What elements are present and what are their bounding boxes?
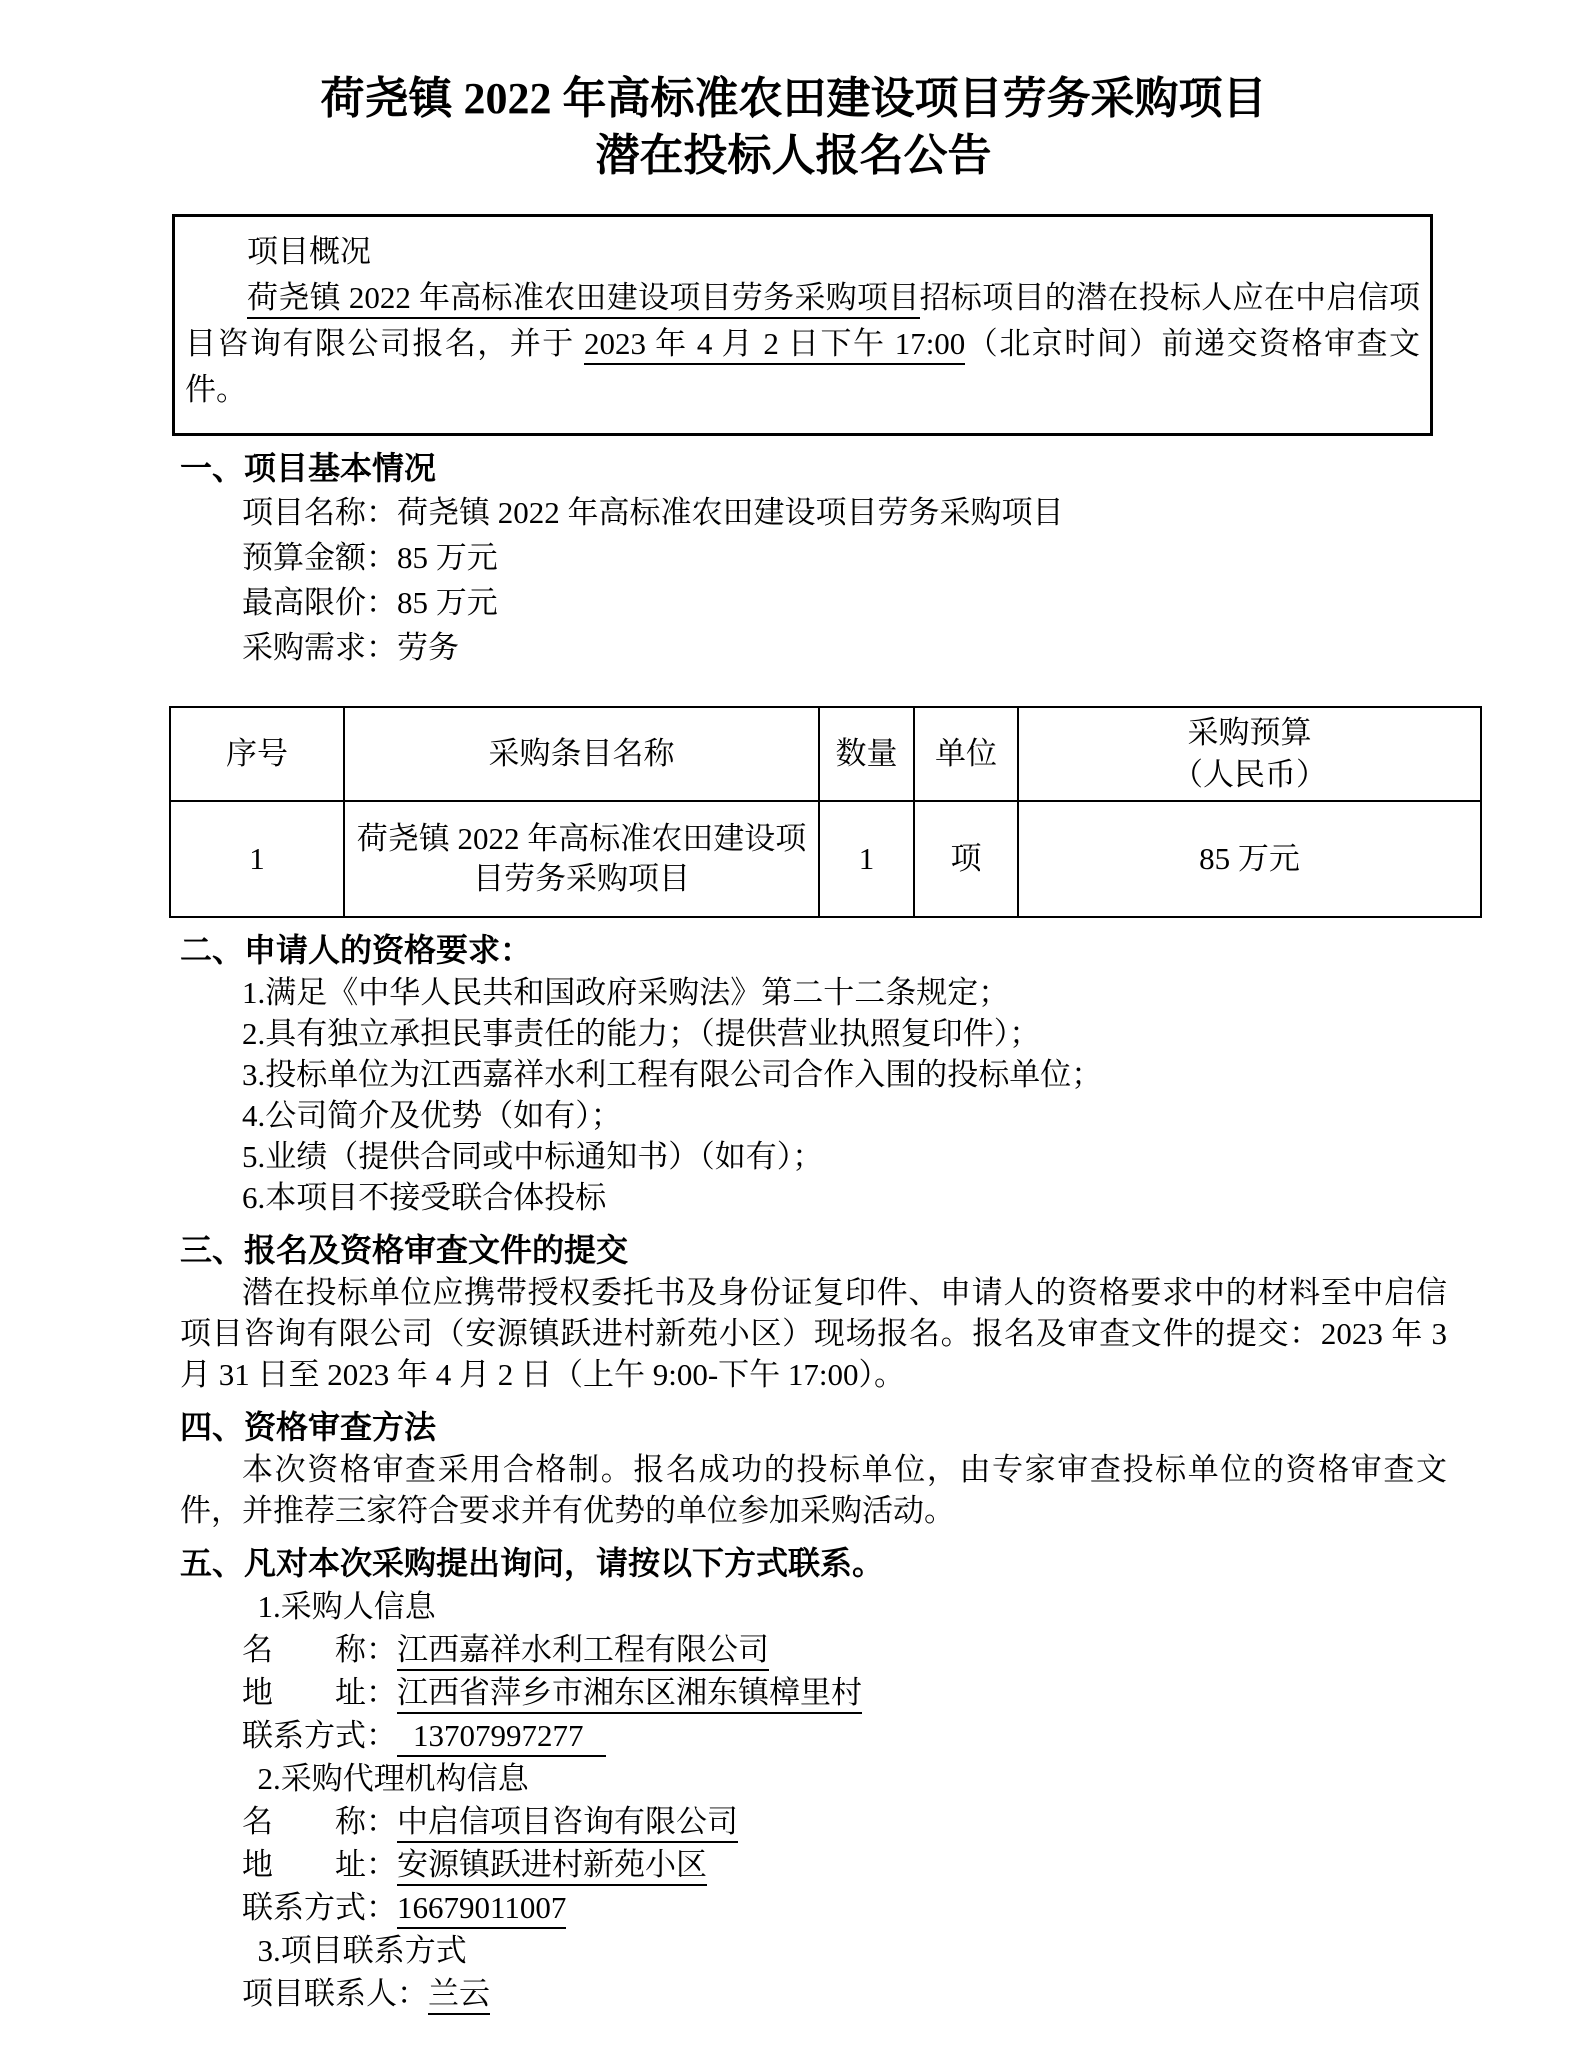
project-contact-group-label: 3.项目联系方式 [257, 1933, 467, 1968]
project-contact-line [180, 1972, 1447, 2015]
requirement-item-4: 4.公司简介及优势（如有）； [242, 1098, 622, 1133]
document-page [0, 70, 1587, 2058]
overview-paragraph [185, 275, 1420, 413]
agency-address-label: 地 址： [242, 1847, 397, 1882]
requirement-item-1: 1.满足《中华人民共和国政府采购法》第二十二条规定； [242, 975, 1010, 1010]
agency-address-line [180, 1843, 1447, 1886]
section-3-heading: 三、报名及资格审查文件的提交 [180, 1232, 629, 1268]
cell-budget: 85 万元 [1018, 801, 1481, 917]
agency-phone-label: 联系方式： [242, 1890, 397, 1925]
agency-name-line [180, 1800, 1447, 1843]
table-header-row [170, 707, 1481, 801]
requirement-item-3: 3.投标单位为江西嘉祥水利工程有限公司合作入围的投标单位； [242, 1057, 1103, 1092]
cell-item-name: 荷尧镇 2022 年高标准农田建设项目劳务采购项目 [344, 801, 819, 917]
section-2-heading: 二、申请人的资格要求： [180, 932, 533, 968]
requirement-item-5: 5.业绩（提供合同或中标通知书）（如有）； [242, 1139, 824, 1174]
document-body [0, 214, 1587, 2015]
section-4-heading: 四、资格审查方法 [180, 1409, 437, 1445]
agency-phone-line [180, 1886, 1447, 1929]
table-data-row [170, 801, 1481, 917]
purchaser-phone-line [180, 1714, 1447, 1757]
agency-name-label: 名 称： [242, 1804, 397, 1839]
purchaser-info-group-label: 1.采购人信息 [257, 1589, 436, 1624]
requirement-item-2: 2.具有独立承担民事责任的能力；（提供营业执照复印件）； [242, 1016, 1041, 1051]
section-5-heading: 五、凡对本次采购提出询问，请按以下方式联系。 [180, 1545, 885, 1581]
project-contact-value: 兰云 [428, 1976, 490, 2015]
section-4-paragraph: 本次资格审查采用合格制。报名成功的投标单位，由专家审查投标单位的资格审查文件，并推荐三家符合要求并有优势的单位参加采购活动。 [180, 1452, 1447, 1528]
cell-qty: 1 [819, 801, 914, 917]
purchaser-name-value: 江西嘉祥水利工程有限公司 [397, 1632, 769, 1671]
section-3-paragraph: 潜在投标单位应携带授权委托书及身份证复印件、申请人的资格要求中的材料至中启信项目咨询有限公司（安源镇跃进村新苑小区）现场报名。报名及审查文件的提交：2023 年 3 月 31 日至 2023 年 4 月 2 日（上午 9:00-下午 17:00）。 [180, 1275, 1447, 1392]
purchaser-name-line [180, 1628, 1447, 1671]
header-budget-line-1: 采购预算 [1187, 715, 1312, 750]
purchaser-name-label: 名 称： [242, 1632, 397, 1667]
purchaser-address-line [180, 1671, 1447, 1714]
project-overview-box [172, 214, 1433, 436]
header-cell-unit: 单位 [914, 707, 1018, 801]
max-price-line: 最高限价：85 万元 [242, 585, 498, 620]
cell-unit: 项 [914, 801, 1018, 917]
overview-project-name-underlined: 荷尧镇 2022 年高标准农田建设项目劳务采购项目 [247, 280, 920, 319]
project-contact-label: 项目联系人： [242, 1976, 428, 2011]
header-cell-item-name: 采购条目名称 [344, 707, 819, 801]
agency-name-value: 中启信项目咨询有限公司 [397, 1804, 738, 1843]
project-name-line: 项目名称：荷尧镇 2022 年高标准农田建设项目劳务采购项目 [242, 495, 1064, 530]
overview-heading: 项目概况 [247, 234, 371, 269]
overview-text-2: （北京时间）前递交资格审查文件。 [185, 326, 1420, 407]
requirement-item-6: 6.本项目不接受联合体投标 [242, 1180, 607, 1215]
agency-address-value: 安源镇跃进村新苑小区 [397, 1847, 707, 1886]
header-cell-budget [1018, 707, 1481, 801]
overview-deadline-underlined: 2023 年 4 月 2 日下午 17:00 [584, 326, 965, 365]
title-line-2: 潜在投标人报名公告 [595, 131, 992, 180]
purchaser-phone-value: 13707997277 [397, 1718, 606, 1757]
overview-text-1: 招标项目的潜在投标人应在中启信项目咨询有限公司报名，并于 [185, 280, 1420, 361]
procurement-demand-line: 采购需求：劳务 [242, 630, 459, 665]
budget-amount-line: 预算金额：85 万元 [242, 540, 498, 575]
procurement-items-table [169, 706, 1482, 918]
cell-no: 1 [170, 801, 344, 917]
purchaser-phone-label: 联系方式： [242, 1718, 397, 1753]
agency-info-group-label: 2.采购代理机构信息 [257, 1761, 529, 1796]
header-budget-line-2: （人民币） [1172, 757, 1327, 792]
purchaser-address-value: 江西省萍乡市湘东区湘东镇樟里村 [397, 1675, 862, 1714]
document-title [0, 70, 1587, 184]
title-line-1: 荷尧镇 2022 年高标准农田建设项目劳务采购项目 [320, 74, 1267, 123]
header-cell-no: 序号 [170, 707, 344, 801]
section-1-heading: 一、项目基本情况 [180, 450, 437, 486]
purchaser-address-label: 地 址： [242, 1675, 397, 1710]
agency-phone-value: 16679011007 [397, 1890, 566, 1929]
header-cell-qty: 数量 [819, 707, 914, 801]
